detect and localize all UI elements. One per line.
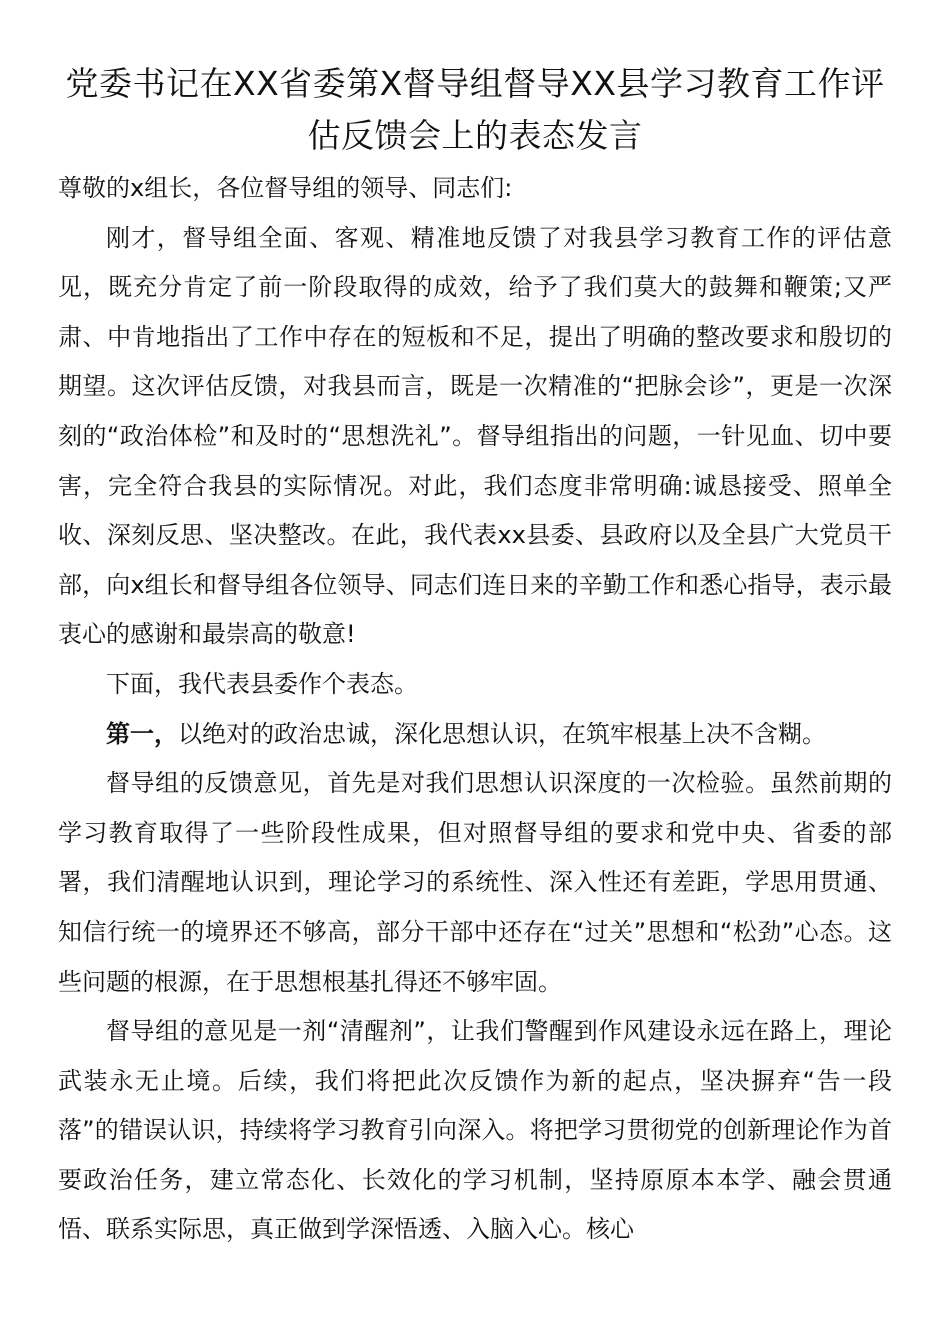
paragraph-1: 刚才，督导组全面、客观、精准地反馈了对我县学习教育工作的评估意见，既充分肯定了前一阶段取得的成效，给予了我们莫大的鼓舞和鞭策;又严肃、中肯地指出了工作中存在的短板和不足，提出了明确的整改要求和殷切的期望。这次评估反馈，对我县而言，既是一次精准的“把脉会诊”，更是一次深刻的“政治体检”和及时的“思想洗礼”。督导组指出的问题，一针见血、切中要害，完全符合我县的实际情况。对此，我们态度非常明确:诚恳接受、照单全收、深刻反思、坚决整改。在此，我代表xx县委、县政府以及全县广大党员干部，向x组长和督导组各位领导、同志们连日来的辛勤工作和悉心指导，表示最衷心的感谢和最崇高的敬意!	[58, 223, 892, 649]
document-title: 党委书记在XX省委第X督导组督导XX县学习教育工作评估反馈会上的表态发言	[65, 64, 885, 155]
section-1-lead: 第一，	[106, 719, 178, 748]
salutation: 尊敬的x组长，各位督导组的领导、同志们:	[58, 174, 513, 202]
document-page	[58, 58, 892, 1255]
section-1-heading	[58, 710, 892, 760]
paragraph-2: 下面，我代表县委作个表态。	[106, 669, 418, 698]
paragraph-4: 督导组的意见是一剂“清醒剂”，让我们警醒到作风建设永远在路上，理论武装永无止境。后续，我们将把此次反馈作为新的起点，坚决摒弃“告一段落”的错误认识，持续将学习教育引向深入。将把学习贯彻党的创新理论作为首要政治任务，建立常态化、长效化的学习机制，坚持原原本本学、融会贯通悟、联系实际思，真正做到学深悟透、入脑入心。核心	[58, 1017, 892, 1244]
paragraph-3: 督导组的反馈意见，首先是对我们思想认识深度的一次检验。虽然前期的学习教育取得了一些阶段性成果，但对照督导组的要求和党中央、省委的部署，我们清醒地认识到，理论学习的系统性、深入性还有差距，学思用贯通、知信行统一的境界还不够高，部分干部中还存在“过关”思想和“松劲”心态。这些问题的根源，在于思想根基扎得还不够牢固。	[58, 769, 892, 996]
section-1-heading-text: 以绝对的政治忠诚，深化思想认识，在筑牢根基上决不含糊。	[178, 719, 826, 748]
